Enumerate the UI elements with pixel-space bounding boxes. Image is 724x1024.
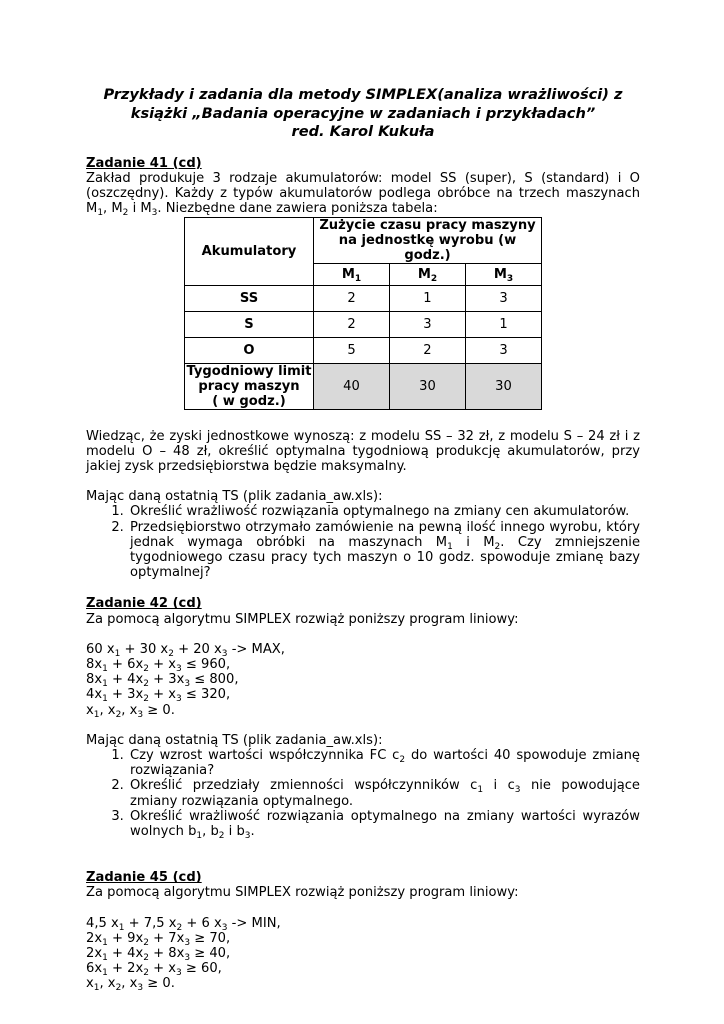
- task-42: [86, 596, 640, 842]
- equation-line: $8x_1 + 4x_2 + 3x_3 \le 800$,: [86, 672, 239, 690]
- table-row-limit: [185, 363, 542, 409]
- table-header-m1: $M_1$: [314, 263, 390, 285]
- table-limit-label: Tygodniowy limit pracy maszyn ( w godz.): [186, 363, 312, 409]
- list-item: 1. Określić wrażliwość rozwiązania optymalnego na zmiany cen akumulatorów.: [128, 504, 640, 519]
- machine-usage-table: [184, 217, 542, 410]
- table-cell: 3: [465, 285, 541, 311]
- table-row-label: S: [185, 311, 314, 337]
- table-cell: 1: [389, 285, 465, 311]
- table-cell: 3: [389, 311, 465, 337]
- document-page: [86, 86, 640, 992]
- equation-line: $8x_1 + 6x_2 + x_3 \le 960$,: [86, 657, 231, 675]
- task-42-intro: Za pomocą algorytmu SIMPLEX rozwiąż poniższy program liniowy:: [86, 611, 519, 627]
- table-cell: 2: [389, 337, 465, 363]
- task-41-heading: Zadanie 41 (cd): [86, 155, 202, 171]
- table-row-label: O: [185, 337, 314, 363]
- list-item: 1. Czy wzrost wartości współczynnika FC $c_2$ do wartości 40 spowoduje zmianę rozwiązania?: [128, 748, 640, 778]
- table-row: [185, 285, 542, 311]
- title-line-2: książki „Badania operacyjne w zadaniach i przykładach”: [130, 104, 596, 122]
- table-cell: 30: [389, 363, 465, 409]
- equation-line: $4x_1 + 3x_2 + x_3 \le 320$,: [86, 687, 231, 705]
- task-42-list: [86, 748, 640, 842]
- title-line-1: Przykłady i zadania dla metody SIMPLEX(analiza wrażliwości) z: [103, 86, 623, 103]
- equation-line: $2x_1 + 4x_2 + 8x_3 \ge 40$,: [86, 946, 231, 964]
- list-item: 2. Określić przedziały zmienności współczynników $c_1$ i $c_3$ nie powodujące zmiany rozwiązania optymalnego.: [128, 778, 640, 808]
- task-42-heading: Zadanie 42 (cd): [86, 596, 202, 612]
- list-item: 3. Określić wrażliwość rozwiązania optymalnego na zmiany wartości wyrazów wolnych $b_1$, $b_2$ i $b_3$.: [128, 809, 640, 839]
- task-45-heading: Zadanie 45 (cd): [86, 870, 202, 886]
- table-cell: 5: [314, 337, 390, 363]
- task-42-ts-intro: Mając daną ostatnią TS (plik zadania_aw.xls):: [86, 732, 383, 748]
- equation-line: $2x_1 + 9x_2 + 7x_3 \ge 70$,: [86, 930, 231, 948]
- equation-line: 4,5 $x_1 + 7,5$ $x_2 + 6$ $x_3$ -> MIN,: [86, 915, 281, 933]
- table-cell: 30: [465, 363, 541, 409]
- equation-line: $6x_1 + 2x_2 + x_3 \ge 60$,: [86, 961, 222, 979]
- table-cell: 2: [314, 285, 390, 311]
- table-header-m2: $M_2$: [389, 263, 465, 285]
- task-41-list: [86, 504, 640, 580]
- equation-line: 60 $x_1 + 30$ $x_2 + 20$ $x_3$ -> MAX,: [86, 641, 285, 659]
- table-cell: 40: [314, 363, 390, 409]
- table-row-label: SS: [185, 285, 314, 311]
- task-41-profit-text: Wiedząc, że zyski jednostkowe wynoszą: z modelu SS – 32 zł, z modelu S – 24 zł i z modelu O – 48 zł, określić optymalna tygodniową produkcję akumulatorów, przy jakiej zysk przedsiębiorstwa będzie maksymalny.: [86, 428, 640, 474]
- table-row: [185, 311, 542, 337]
- equation-line: $x_1$, $x_2$, $x_3 \ge 0$.: [86, 976, 175, 994]
- task-41-ts-intro: Mając daną ostatnią TS (plik zadania_aw.xls):: [86, 489, 383, 505]
- table-header-m3: $M_3$: [465, 263, 541, 285]
- table-header-akumulatory: Akumulatory: [185, 217, 314, 285]
- table-cell: 3: [465, 337, 541, 363]
- task-45: [86, 870, 640, 994]
- document-title: [86, 86, 640, 142]
- task-45-intro: Za pomocą algorytmu SIMPLEX rozwiąż poniższy program liniowy:: [86, 885, 519, 901]
- equation-line: $x_1$, $x_2$, $x_3 \ge 0$.: [86, 702, 175, 720]
- table-header-usage: Zużycie czasu pracy maszyny na jednostkę wyrobu (w godz.): [314, 217, 542, 263]
- task-41: [86, 156, 640, 581]
- task-41-intro: Zakład produkuje 3 rodzaje akumulatorów: model SS (super), S (standard) i O (oszczędny). Każdy z typów akumulatorów podlega obróbce na trzech maszynach $M_1$, $M_2$ i $M_3$. Niezbędne dane zawiera poniższa tabela:: [86, 170, 640, 219]
- list-item: 2. Przedsiębiorstwo otrzymało zamówienie na pewną ilość innego wyrobu, który jednak wymaga obróbki na maszynach $M_1$ i $M_2$. Czy zmniejszenie tygodniowego czasu pracy tych maszyn o 10 godz. spowoduje zmianę bazy optymalnej?: [128, 520, 640, 581]
- title-line-3: red. Karol Kukuła: [291, 123, 435, 141]
- table-row: [185, 337, 542, 363]
- table-cell: 1: [465, 311, 541, 337]
- table-cell: 2: [314, 311, 390, 337]
